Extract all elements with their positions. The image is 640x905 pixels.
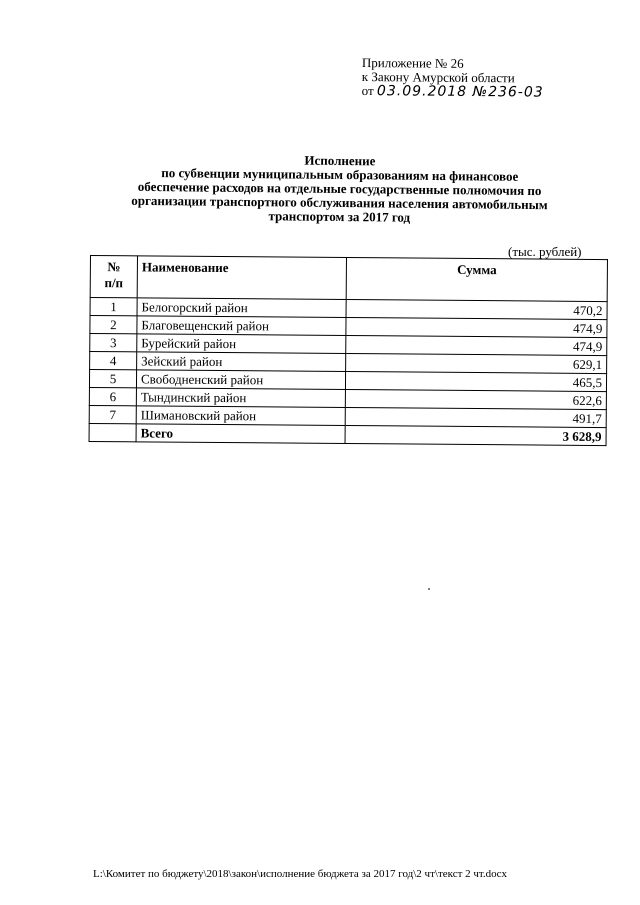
row-sum: 491,7	[345, 408, 606, 428]
row-num: 7	[89, 405, 136, 423]
document-title	[79, 151, 600, 226]
header-num	[90, 256, 137, 298]
appendix-date-prefix: от	[361, 82, 374, 99]
title-line-4: организации транспортного обслуживания населения автомобильным	[131, 192, 548, 213]
table-header-row	[90, 256, 607, 302]
appendix-law-reference: к Закону Амурской области	[361, 68, 515, 86]
row-name: Бурейский район	[137, 334, 346, 354]
units-label: (тыс. рублей)	[508, 244, 582, 259]
table-total-row	[89, 423, 606, 445]
row-num: 4	[90, 352, 137, 370]
row-num: 3	[90, 334, 137, 352]
row-sum: 465,5	[345, 372, 606, 392]
row-num: 6	[89, 387, 136, 405]
title-line-5: транспортом за 2017 год	[268, 208, 411, 225]
row-name: Благовещенский район	[137, 316, 346, 336]
row-name: Зейский район	[137, 352, 346, 372]
row-sum: 470,2	[346, 300, 607, 320]
row-num: 5	[89, 370, 136, 388]
row-sum: 622,6	[345, 390, 606, 410]
appendix-date-line	[362, 84, 544, 100]
row-name: Шимановский район	[136, 406, 345, 426]
title-line-2: по субвенции муниципальным образованиям на финансовое	[161, 165, 519, 184]
row-sum: 474,9	[346, 336, 607, 356]
footer-file-path: L:\Комитет по бюджету\2018\закон\исполнение бюджета за 2017 год\2 чт\текст 2 чт.docx	[93, 868, 508, 880]
title-line-1: Исполнение	[304, 152, 376, 169]
appendix-number: Приложение № 26	[361, 55, 464, 71]
header-sum: Сумма	[346, 258, 607, 302]
title-line-3: обеспечение расходов на отдельные государственные полномочия по	[137, 178, 542, 199]
total-sum: 3 628,9	[345, 426, 606, 446]
row-sum: 629,1	[346, 354, 607, 374]
row-name: Белогорский район	[137, 298, 346, 318]
total-label: Всего	[136, 424, 345, 444]
header-num-abbr: п/п	[104, 275, 124, 291]
header-num-symbol: №	[107, 259, 121, 275]
appendix-header	[362, 56, 544, 100]
row-name: Тындинский район	[136, 388, 345, 408]
subvention-table	[89, 255, 608, 446]
row-num: 1	[90, 298, 137, 316]
row-sum: 474,9	[346, 318, 607, 338]
row-num: 2	[90, 316, 137, 334]
header-name: Наименование	[137, 256, 346, 300]
row-name: Свободненский район	[136, 370, 345, 390]
total-num	[89, 423, 136, 441]
scan-speck	[428, 588, 430, 590]
handwritten-date-number: 03.09.2018 №236-03	[376, 83, 544, 101]
